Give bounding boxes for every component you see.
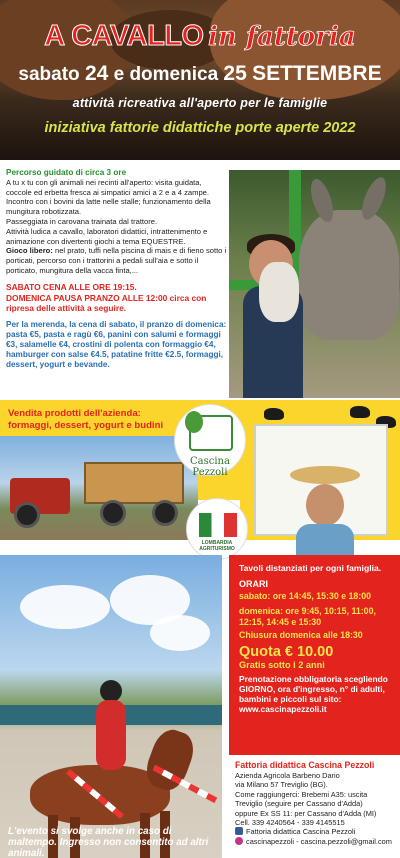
date-month: SETTEMBRE <box>252 62 382 85</box>
rider <box>96 700 126 770</box>
sale-line-2: formaggi, dessert, yogurt e budini <box>8 420 164 431</box>
info-column <box>6 168 228 376</box>
title-script: in fattoria <box>208 22 356 52</box>
phone-numbers: Cell. 339 4240564 - 339 4145515 <box>235 818 345 828</box>
free-play-text: nel prato, tuffi nella piscina di mais e di fieno sotto i porticati, percorso con i trattorini a pedali sull'aia e sotto il porticato, mungitura della vacca finta,... <box>6 246 227 275</box>
tour-text-2: Passeggiata in carovana trainata dal trattore. <box>6 216 158 226</box>
horse-riding-photo <box>0 555 222 858</box>
tables-note: Tavoli distanziati per ogni famiglia. <box>239 563 382 573</box>
tour-title: Percorso guidato di circa 3 ore <box>6 168 127 177</box>
free-under-two: Gratis sotto i 2 anni <box>239 660 325 670</box>
sale-line-1: Vendita prodotti dell'azienda: <box>8 408 141 419</box>
girl-photo-frame <box>240 400 400 540</box>
initiative-banner: iniziativa fattorie didattiche porte aperte 2022 <box>44 120 356 136</box>
cloud <box>150 615 210 651</box>
date-day2: 25 <box>223 62 247 85</box>
address: via Milano 57 Treviglio (BG). <box>235 780 328 790</box>
photo-frame-prop <box>254 424 388 536</box>
contact-block <box>235 760 400 846</box>
directions-line-3: oppure Ex SS 11: per Cassano d'Adda (MI) <box>235 808 377 818</box>
donkey-ear-right <box>357 174 391 222</box>
girl-hat <box>290 466 360 484</box>
contact-title: Fattoria didattica Cascina Pezzoli <box>235 760 375 770</box>
wagon-wheel <box>100 500 126 526</box>
tour-text-3: Attività ludica a cavallo, laboratori didattici, intrattenimento e animazione con divertenti giochi a tema EQUESTRE. <box>6 226 208 246</box>
horse-silhouette-icon <box>350 406 370 418</box>
menu-text: Per la merenda, la cena di sabato, il pranzo di domenica: pasta €5, pasta e ragù €6, panini con salumi e formaggi €3, salamelle €4, crostini di polenta con formaggio €4, hamburger con salse €4.5, patatine fritte €2.5, formaggi, dessert, yogurt e bevande. <box>6 320 227 370</box>
region-logo-text <box>186 540 248 552</box>
tree-drawing <box>185 411 203 433</box>
orari-label: ORARI <box>239 579 268 589</box>
plush-toy <box>259 262 299 322</box>
saturday-times: sabato: ore 14:45, 15:30 e 18:00 <box>239 591 372 601</box>
price: Quota € 10.00 <box>239 644 334 660</box>
region-logo-line-2: AGRITURISMO <box>199 546 235 552</box>
tractor-wheel <box>14 502 40 528</box>
facebook-link[interactable]: Fattoria didattica Cascina Pezzoli <box>246 827 356 837</box>
dinner-line-1: SABATO CENA ALLE ORE 19:15. <box>6 281 137 292</box>
weather-note: L'evento si svolge anche in caso di maltempo. Ingresso non consentito ad altri animali. <box>8 826 209 858</box>
date-mid: e domenica <box>113 64 219 85</box>
instagram-icon <box>235 837 243 845</box>
child-with-donkey-photo <box>229 170 400 398</box>
date-prefix: sabato <box>18 64 80 85</box>
sunday-times: domenica: ore 9:45, 10:15, 11:00, 12:15, 14:45 e 15:30 <box>239 606 376 627</box>
donkey <box>299 210 399 340</box>
wagon-wheel <box>152 500 178 526</box>
social-email-link[interactable]: cascinapezzoli - cascina.pezzoli@gmail.com <box>246 836 392 846</box>
logo-name: Cascina Pezzoli <box>190 456 230 478</box>
directions-line-2: Treviglio (seguire per Cassano d'Adda) <box>235 799 363 809</box>
free-play-label: Gioco libero: <box>6 246 53 256</box>
event-dates <box>0 62 400 86</box>
facebook-icon <box>235 827 243 835</box>
rider-helmet <box>100 680 122 702</box>
dinner-line-2: DOMENICA PAUSA PRANZO ALLE 12:00 circa con ripresa delle attività a seguire. <box>6 292 207 314</box>
closing-time: Chiusura domenica alle 18:30 <box>239 630 363 640</box>
tractor-ride-photo <box>0 436 198 540</box>
social-row <box>235 837 400 846</box>
date-day1: 24 <box>84 62 109 85</box>
company-name: Azienda Agricola Barbeno Dario <box>235 771 340 780</box>
tour-text: A tu x tu con gli animali nei recinti all'aperto: visita guidata, coccole ed erbetta fresca ai simpatici amici a 2 e a 4 zampe. Incontro con i bovini da latte nelle stalle; funzionamento della mungitura robotizzata. <box>6 177 211 217</box>
title-main: A CAVALLO <box>44 20 204 52</box>
booking-info: Prenotazione obbligatoria scegliendo GIORNO, ora d'ingresso, n° di adulti, bambini e piccoli sul sito: www.cascinapezzoli.it <box>239 674 388 714</box>
event-subtitle: attività ricreativa all'aperto per le famiglie <box>72 96 328 110</box>
region-flag-icon <box>199 513 237 537</box>
event-title <box>0 20 400 53</box>
directions-line-1: Come raggiungerci: Brebemi A35: uscita <box>235 789 368 799</box>
facebook-row <box>235 827 400 836</box>
cloud <box>20 585 110 629</box>
horse-silhouette-icon <box>264 408 284 420</box>
region-logo-line-1: LOMBARDIA <box>201 540 233 546</box>
schedule-box <box>229 555 400 755</box>
girl-face <box>306 484 344 526</box>
hay-wagon <box>84 462 184 504</box>
